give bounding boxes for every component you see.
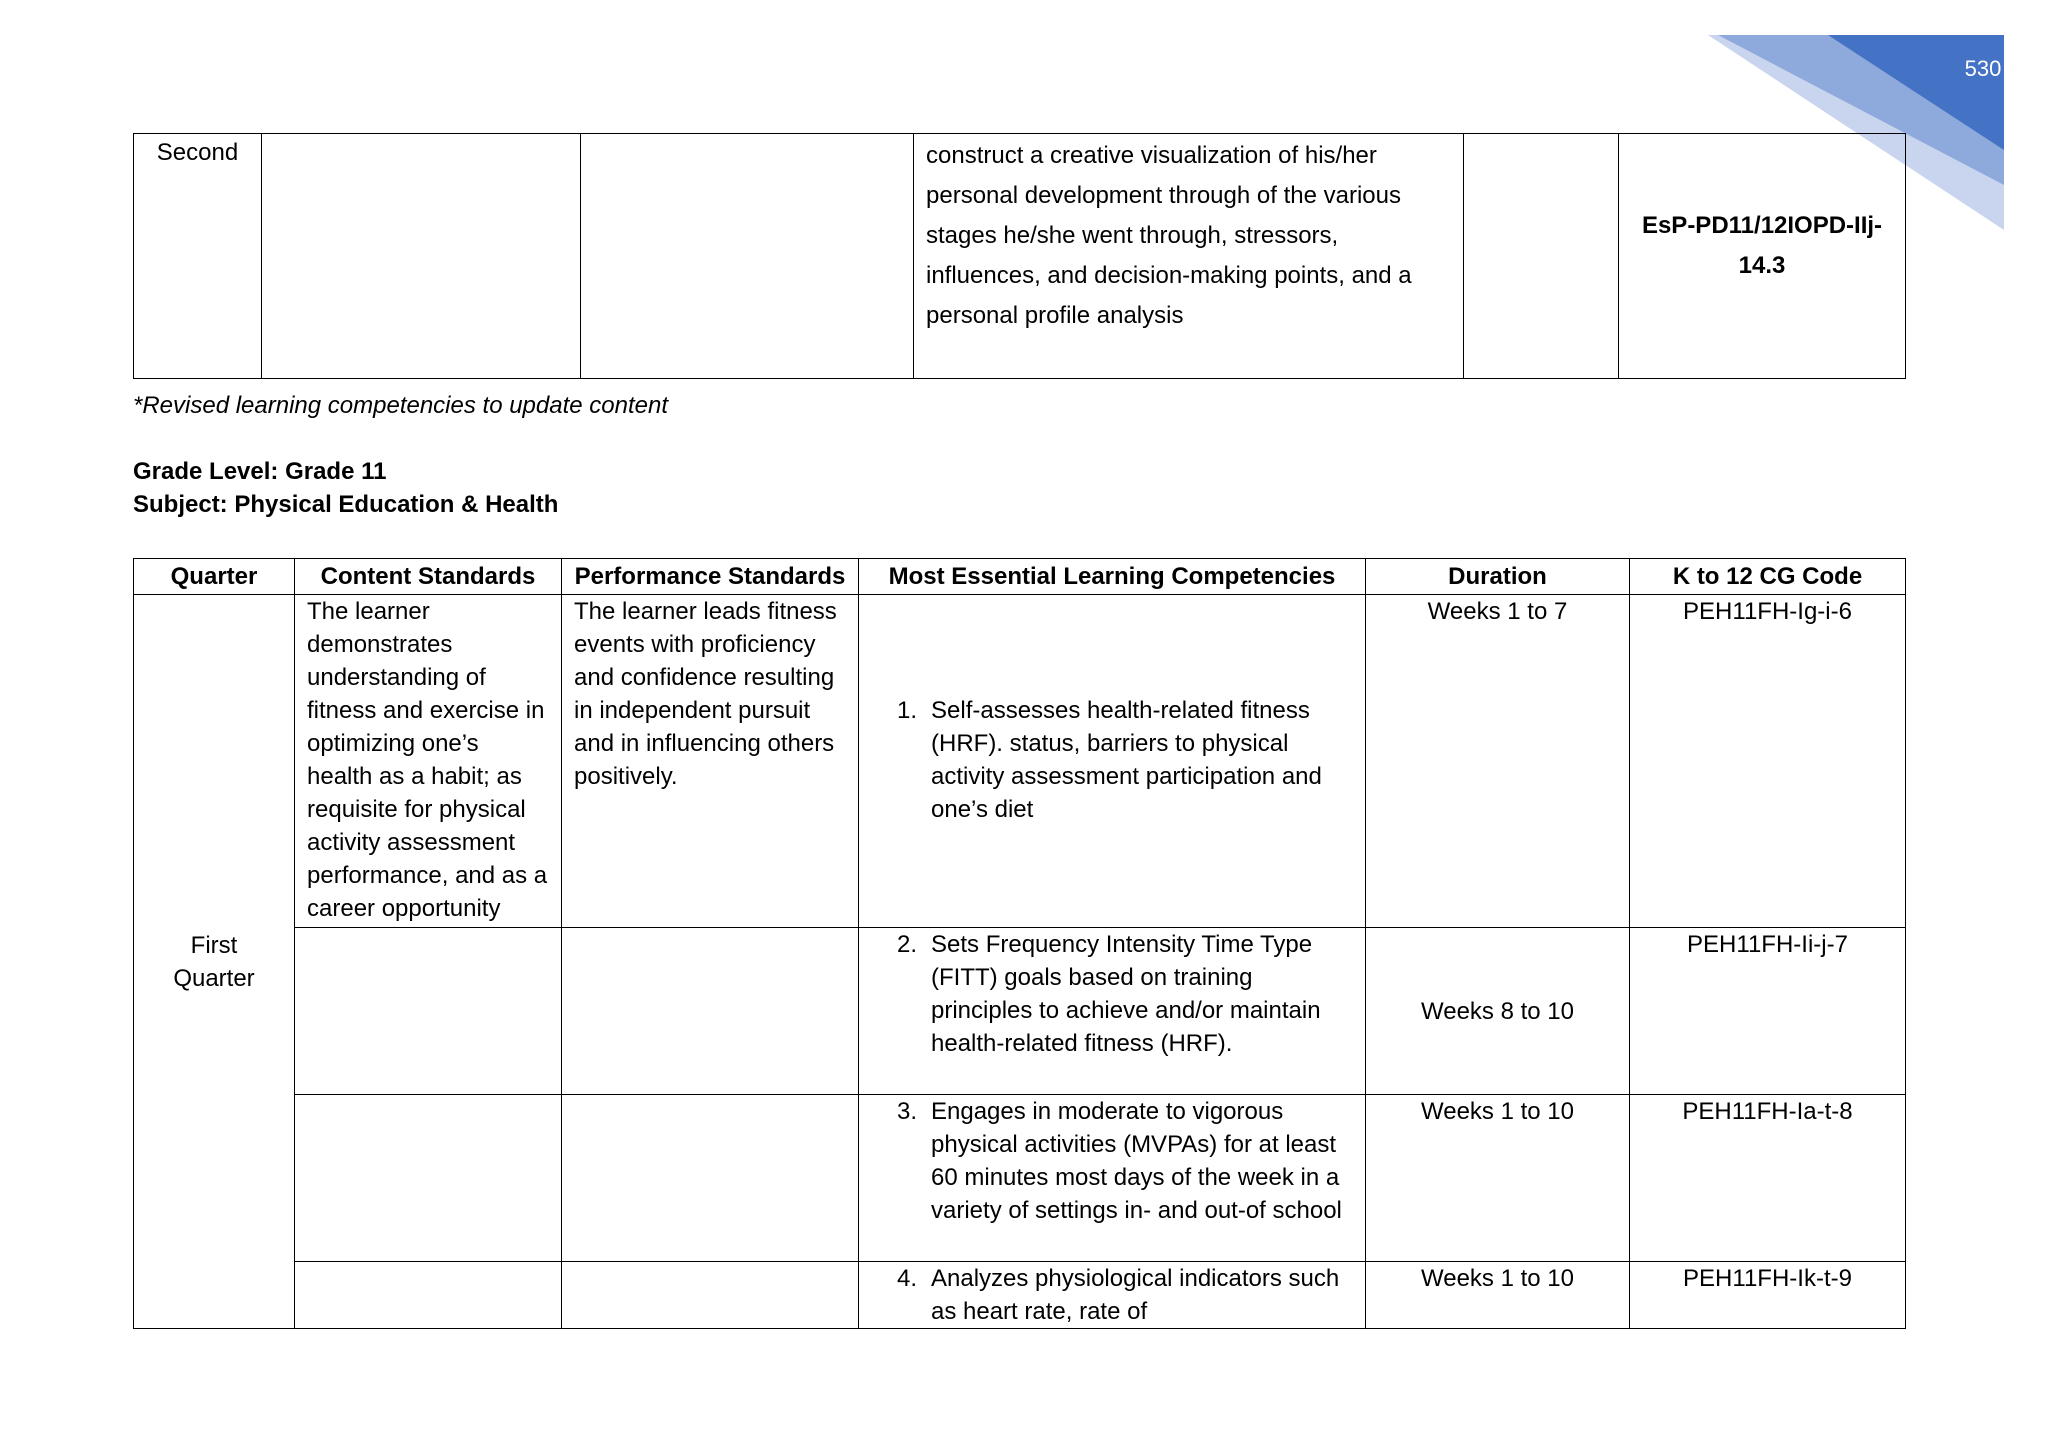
competency-text: Self-assesses health-related fitness (HRF). status, barriers to physical activity assessment participation and one’s diet xyxy=(931,697,1322,823)
revision-note: *Revised learning competencies to update content xyxy=(133,392,669,419)
column-header: Most Essential Learning Competencies xyxy=(859,559,1366,595)
page-number: 530 xyxy=(1964,56,2002,81)
content-standard-cell xyxy=(295,1262,562,1329)
table-header-row xyxy=(134,559,1906,595)
quarter-cell: First Quarter xyxy=(134,595,295,1329)
code-cell: EsP-PD11/12IOPD-IIj-14.3 xyxy=(1619,134,1906,379)
duration-cell: Weeks 1 to 10 xyxy=(1366,1262,1630,1329)
performance-standard-cell: The learner leads fitness events with proficiency and confidence resulting in independent pursuit and in influencing others positively. xyxy=(562,595,859,928)
column-header: Quarter xyxy=(134,559,295,595)
competency-number: 4. xyxy=(896,1265,917,1292)
competency-number: 1. xyxy=(896,697,917,724)
code-cell: PEH11FH-Ia-t-8 xyxy=(1630,1095,1906,1262)
column-header: Content Standards xyxy=(295,559,562,595)
table-row xyxy=(134,928,1906,1095)
duration-cell: Weeks 8 to 10 xyxy=(1366,928,1630,1095)
code-cell: PEH11FH-Ik-t-9 xyxy=(1630,1262,1906,1329)
content-standard-cell: The learner demonstrates understanding of fitness and exercise in optimizing one’s health as a habit; as requisite for physical activity assessment performance, and as a career opportunity xyxy=(295,595,562,928)
table-row xyxy=(134,1095,1906,1262)
duration-cell: Weeks 1 to 10 xyxy=(1366,1095,1630,1262)
column-header: Performance Standards xyxy=(562,559,859,595)
column-header: K to 12 CG Code xyxy=(1630,559,1906,595)
table-row xyxy=(134,134,1906,379)
table-row xyxy=(134,595,1906,928)
competency-text: Engages in moderate to vigorous physical activities (MVPAs) for at least 60 minutes most days of the week in a variety of settings in- and out-of school xyxy=(931,1098,1342,1224)
duration-cell: Weeks 1 to 7 xyxy=(1366,595,1630,928)
content-standard-cell xyxy=(295,1095,562,1262)
melc-table xyxy=(133,558,1906,1329)
previous-subject-table xyxy=(133,133,1906,379)
column-header: Duration xyxy=(1366,559,1630,595)
performance-standard-cell xyxy=(581,134,914,379)
quarter-cell: Second xyxy=(134,134,262,379)
competency-number: 3. xyxy=(896,1098,917,1125)
competency-text: Sets Frequency Intensity Time Type (FITT) goals based on training principles to achieve and/or maintain health-related fitness (HRF). xyxy=(931,931,1321,1057)
subject: Subject: Physical Education & Health xyxy=(133,491,559,518)
performance-standard-cell xyxy=(562,1095,859,1262)
competency-number: 2. xyxy=(896,931,917,958)
competency-cell xyxy=(859,595,1366,928)
competency-cell xyxy=(859,928,1366,1095)
competency-cell xyxy=(859,1262,1366,1329)
performance-standard-cell xyxy=(562,1262,859,1329)
content-standard-cell xyxy=(262,134,581,379)
table-row xyxy=(134,1262,1906,1329)
code-cell: PEH11FH-Ig-i-6 xyxy=(1630,595,1906,928)
content-standard-cell xyxy=(295,928,562,1095)
grade-level: Grade Level: Grade 11 xyxy=(133,458,387,485)
competency-cell xyxy=(859,1095,1366,1262)
code-cell: PEH11FH-Ii-j-7 xyxy=(1630,928,1906,1095)
competency-cell: construct a creative visualization of his/her personal development through of the various stages he/she went through, stressors, influences, and decision-making points, and a personal profile analysis xyxy=(914,134,1464,379)
duration-cell xyxy=(1464,134,1619,379)
performance-standard-cell xyxy=(562,928,859,1095)
competency-text: Analyzes physiological indicators such as heart rate, rate of xyxy=(931,1265,1340,1325)
